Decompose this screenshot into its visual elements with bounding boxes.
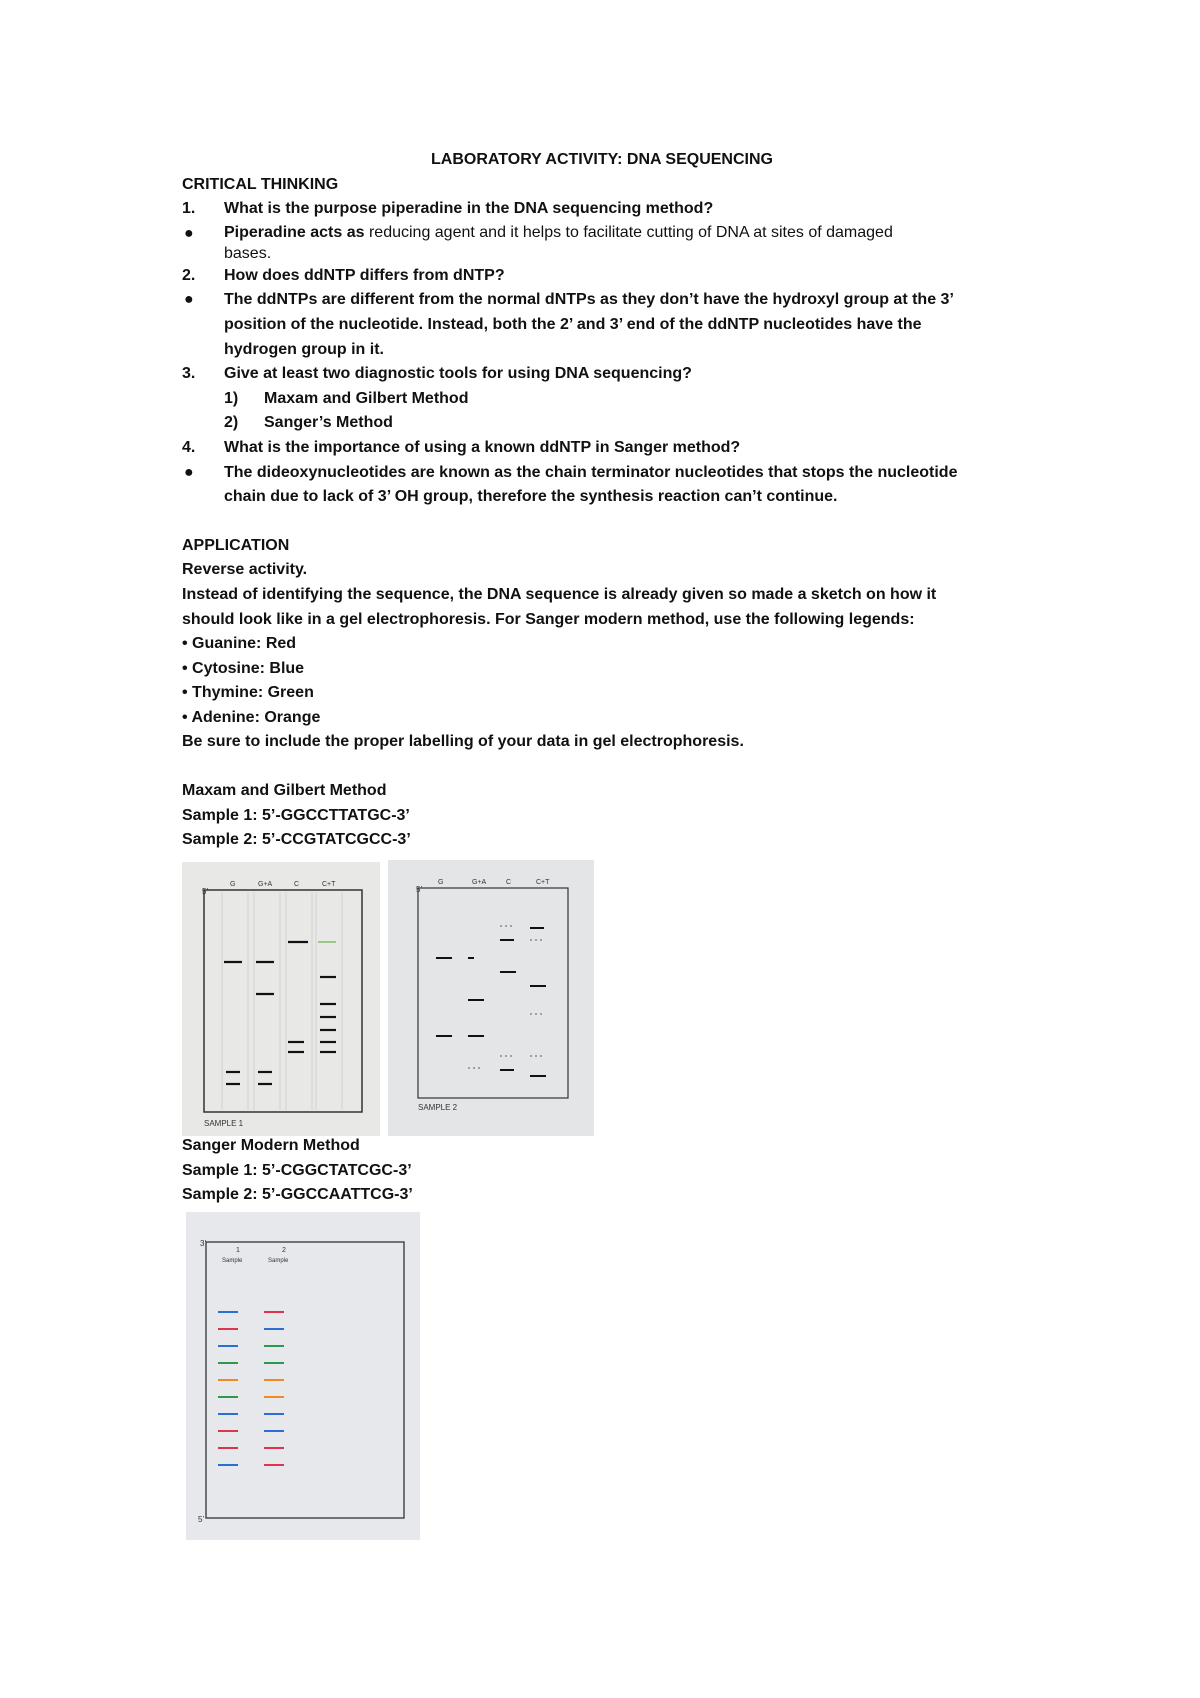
lane-label: C+T — [536, 879, 550, 886]
application-text: Reverse activity. — [182, 561, 308, 579]
sample-sequence: Sample 1: 5’-CGGCTATCGC-3’ — [182, 1161, 412, 1179]
answer-text: position of the nucleotide. Instead, both the 2’ and 3’ end of the ddNTP nucleotides have the — [224, 315, 922, 333]
lane-label: C — [506, 879, 512, 886]
question-2 — [182, 264, 1062, 289]
list-item: 1) Maxam and Gilbert Method — [224, 389, 469, 407]
document-body — [182, 148, 1062, 853]
sample-sequence: Sample 1: 5’-GGCCTTATGC-3’ — [182, 806, 410, 824]
question-text: What is the purpose piperadine in the DNA sequencing method? — [224, 200, 714, 218]
application-note: Be sure to include the proper labelling of your data in gel electrophoresis. — [182, 733, 744, 751]
answer-text: The ddNTPs are different from the normal dNTPs as they don’t have the hydroxyl group at the 3’ — [224, 291, 954, 309]
legend-item: • Guanine: Red — [182, 635, 297, 653]
end-label: 3’ — [200, 1239, 207, 1248]
question-number: 4. — [182, 438, 196, 456]
lane-label: G+A — [472, 879, 487, 886]
answer-bold-text: Piperadine acts as — [224, 223, 365, 241]
answer-text: bases. — [224, 244, 272, 262]
gel-caption: SAMPLE 1 — [204, 1119, 244, 1128]
maxam-heading: Maxam and Gilbert Method — [182, 782, 387, 800]
bullet-icon: ● — [184, 463, 194, 481]
end-label: 5’ — [202, 887, 209, 896]
legend-item: • Adenine: Orange — [182, 708, 321, 726]
question-text: What is the importance of using a known ddNTP in Sanger method? — [224, 438, 741, 456]
legend-item: • Thymine: Green — [182, 684, 314, 702]
answer-text: chain due to lack of 3’ OH group, therefore the synthesis reaction can’t continue. — [224, 488, 838, 506]
question-text: How does ddNTP differs from dNTP? — [224, 266, 505, 284]
sample-sequence: Sample 2: 5’-GGCCAATTCG-3’ — [182, 1186, 413, 1204]
bullet-icon: ● — [184, 224, 194, 242]
gel-caption: SAMPLE 2 — [418, 1103, 458, 1112]
question-1 — [182, 197, 1062, 222]
question-number: 2. — [182, 266, 196, 284]
maxam-gel-photo-2 — [388, 860, 594, 1136]
question-4 — [182, 436, 1062, 461]
bullet-icon: ● — [184, 291, 194, 309]
application-text: should look like in a gel electrophoresis. For Sanger modern method, use the following legends: — [182, 610, 915, 628]
answer-text: reducing agent and it helps to facilitate cutting of DNA at sites of damaged — [364, 223, 893, 241]
question-text: Give at least two diagnostic tools for using DNA sequencing? — [224, 365, 692, 383]
lane-label: C+T — [322, 881, 336, 888]
answer-2 — [182, 288, 1062, 362]
lane-number: 2 — [282, 1247, 286, 1254]
question-number: 1. — [182, 200, 196, 218]
lane-number: 1 — [236, 1247, 240, 1254]
answer-text: hydrogen group in it. — [224, 340, 384, 358]
sanger-gel-photo — [186, 1212, 420, 1540]
question-3 — [182, 362, 1062, 387]
lane-name: Sample — [268, 1258, 289, 1264]
sample-sequence: Sample 2: 5’-CCGTATCGCC-3’ — [182, 831, 411, 849]
list-item: 2) Sanger’s Method — [224, 414, 393, 432]
maxam-gel-photo-1 — [182, 862, 380, 1136]
sanger-heading: Sanger Modern Method — [182, 1137, 360, 1154]
answer-text: The dideoxynucleotides are known as the chain terminator nucleotides that stops the nucleotide — [224, 463, 958, 481]
application-text: Instead of identifying the sequence, the DNA sequence is already given so made a sketch on how it — [182, 585, 937, 603]
legend-item: • Cytosine: Blue — [182, 659, 305, 677]
question-number: 3. — [182, 365, 196, 383]
critical-thinking-heading: CRITICAL THINKING — [182, 175, 339, 193]
lane-label: G — [438, 879, 444, 886]
end-label: 5’ — [198, 1515, 205, 1524]
application-heading: APPLICATION — [182, 536, 290, 554]
lane-name: Sample — [222, 1258, 243, 1264]
sanger-section — [182, 1134, 1062, 1208]
lane-label: C — [294, 881, 300, 888]
lane-label: G — [230, 881, 236, 888]
page-title: LABORATORY ACTIVITY: DNA SEQUENCING — [431, 151, 773, 168]
end-label: 5’ — [416, 885, 423, 894]
answer-4 — [182, 461, 1062, 510]
lane-label: G+A — [258, 881, 273, 888]
gel-bands — [218, 1312, 284, 1465]
gel-bands — [436, 928, 546, 1076]
answer-1 — [182, 222, 1062, 264]
